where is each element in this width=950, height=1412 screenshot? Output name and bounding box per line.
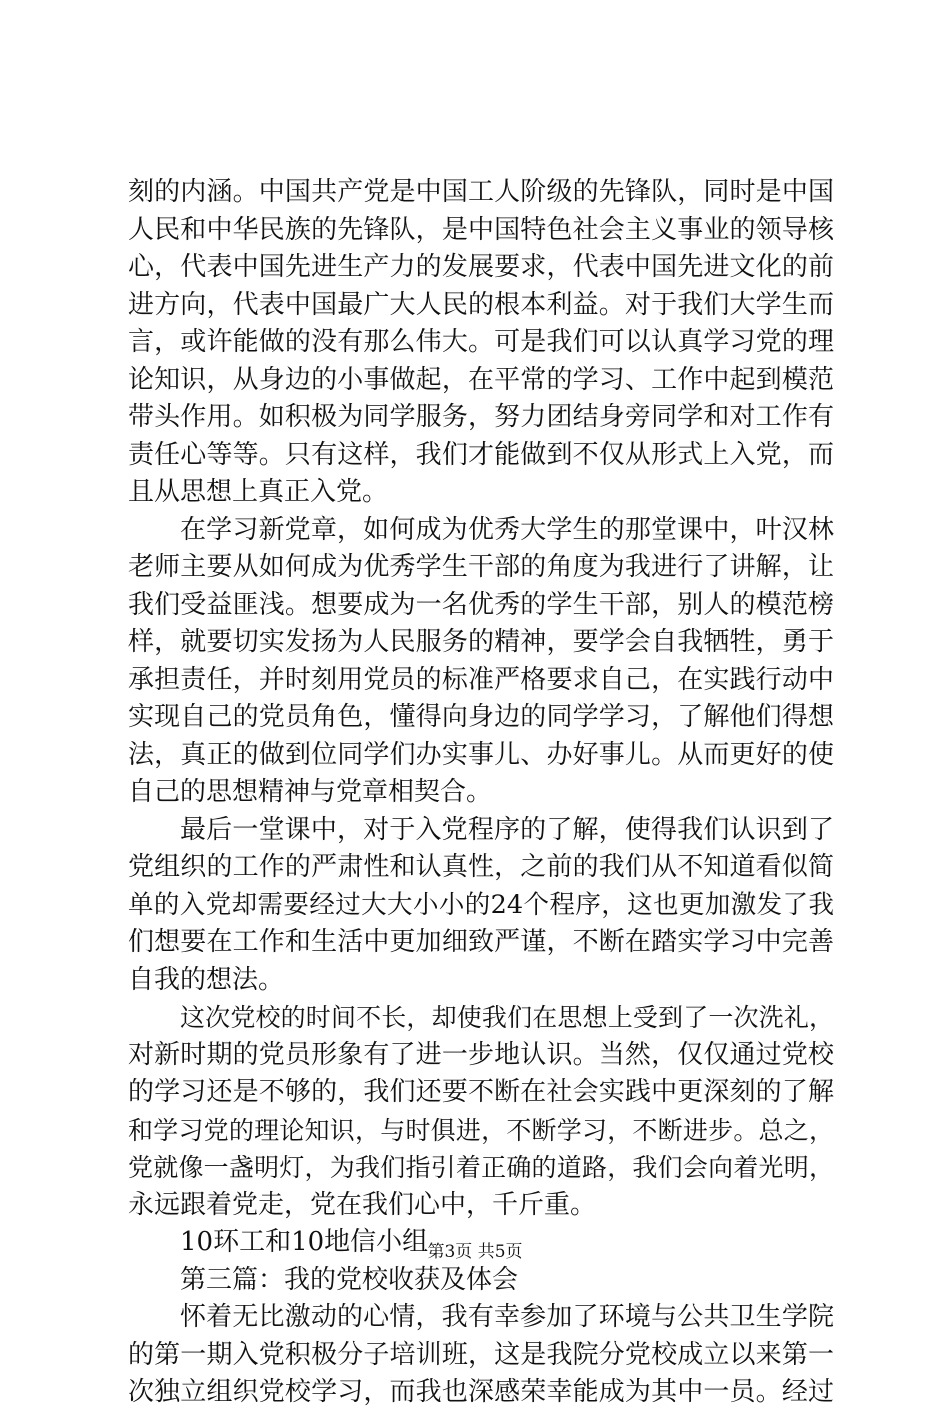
document-body	[128, 174, 834, 1412]
text-line: 怀着无比激动的心情，我有幸参加了环境与公共卫生学院	[180, 1302, 834, 1332]
text-line: 自我的想法。	[128, 964, 285, 995]
text-line: 最后一堂课中，对于入党程序的了解，使得我们认识到了	[180, 814, 834, 845]
text-line: 在学习新党章，如何成为优秀大学生的那堂课中，叶汉林	[180, 514, 834, 545]
text-line: 第三篇：我的党校收获及体会	[180, 1264, 519, 1295]
text-line: 人民和中华民族的先锋队，是中国特色社会主义事业的领导核	[128, 214, 834, 245]
text-line: 心，代表中国先进生产力的发展要求，代表中国先进文化的前	[128, 252, 834, 282]
text-line: 刻的内涵。中国共产党是中国工人阶级的先锋队，同时是中国	[128, 177, 834, 207]
text-line: 言，或许能做的没有那么伟大。可是我们可以认真学习党的理	[128, 327, 834, 357]
text-line: 承担责任，并时刻用党员的标准严格要求自己，在实践行动中	[128, 664, 834, 695]
text-line: 老师主要从如何成为优秀学生干部的角度为我进行了讲解，让	[128, 552, 834, 582]
text-line: 进方向，代表中国最广大人民的根本利益。对于我们大学生而	[128, 289, 834, 320]
text-line: 单的入党却需要经过大大小小的24个程序，这也更加激发了我	[128, 889, 834, 920]
text-line: 和学习党的理论知识，与时俱进，不断学习，不断进步。总之，	[128, 1115, 834, 1145]
page-footer: 第3页 共5页	[427, 1242, 523, 1262]
text-line: 对新时期的党员形象有了进一步地认识。当然，仅仅通过党校	[128, 1039, 834, 1070]
text-line: 样，就要切实发扬为人民服务的精神，要学会自我牺牲，勇于	[128, 627, 834, 657]
text-line: 的学习还是不够的，我们还要不断在社会实践中更深刻的了解	[128, 1077, 834, 1107]
text-line: 10环工和10地信小组	[180, 1227, 429, 1257]
text-line: 党组织的工作的严肃性和认真性，之前的我们从不知道看似简	[128, 852, 834, 882]
text-line: 我们受益匪浅。想要成为一名优秀的学生干部，别人的模范榜	[128, 589, 834, 620]
text-line: 自己的思想精神与党章相契合。	[128, 777, 493, 807]
text-line: 带头作用。如积极为同学服务，努力团结身旁同学和对工作有	[128, 402, 834, 432]
text-line: 次独立组织党校学习，而我也深感荣幸能成为其中一员。经过	[128, 1377, 834, 1407]
text-line: 责任心等等。只有这样，我们才能做到不仅从形式上入党，而	[128, 439, 834, 470]
text-line: 法，真正的做到位同学们办实事儿、办好事儿。从而更好的使	[128, 739, 834, 770]
text-line: 论知识，从身边的小事做起，在平常的学习、工作中起到模范	[128, 364, 834, 395]
text-line: 的第一期入党积极分子培训班，这是我院分党校成立以来第一	[128, 1339, 834, 1370]
text-line: 且从思想上真正入党。	[128, 477, 389, 507]
text-line: 永远跟着党走，党在我们心中，千斤重。	[128, 1189, 597, 1220]
text-line: 党就像一盏明灯，为我们指引着正确的道路，我们会向着光明，	[128, 1153, 834, 1182]
text-line: 这次党校的时间不长，却使我们在思想上受到了一次洗礼，	[180, 1003, 834, 1032]
text-line: 们想要在工作和生活中更加细致严谨，不断在踏实学习中完善	[128, 927, 834, 957]
text-line: 实现自己的党员角色，懂得向身边的同学学习，了解他们得想	[128, 702, 834, 732]
